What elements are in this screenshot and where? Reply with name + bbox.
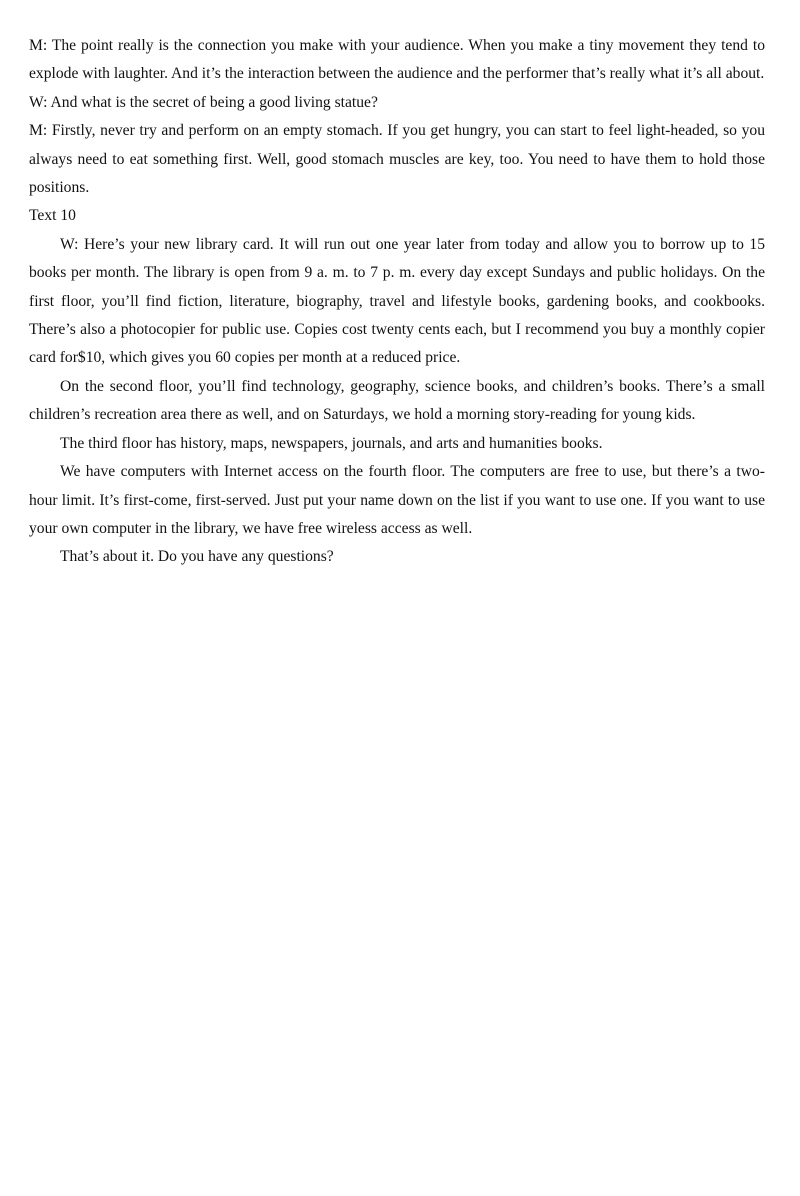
paragraph-closing-question: That’s about it. Do you have any questions? — [60, 548, 334, 566]
paragraph-fourth-floor: We have computers with Internet access on the fourth floor. The computers are free to use, but there’s a two-hour limit. It’s first-come, first-served. Just put your name down on the list if you want to use one. If you want to use your own computer in the library, we have free wireless access as well. — [29, 463, 765, 537]
document-page — [29, 32, 765, 572]
section-heading-text-10: Text 10 — [29, 207, 76, 225]
paragraph-m-firstly: M: Firstly, never try and perform on an empty stomach. If you get hungry, you can start to feel light-headed, so you always need to eat something first. Well, good stomach muscles are key, too. You need to have them to hold those positions. — [29, 122, 765, 197]
paragraph-w-library-card: W: Here’s your new library card. It will run out one year later from today and allow you to borrow up to 15 books per month. The library is open from 9 a. m. to 7 p. m. every day except Sundays and public holidays. On the first floor, you’ll find fiction, literature, biography, travel and lifestyle books, gardening books, and cookbooks. There’s also a photocopier for public use. Copies cost twenty cents each, but I recommend you buy a monthly copier card for$10, which gives you 60 copies per month at a reduced price. — [29, 235, 765, 367]
paragraph-m-connection: M: The point really is the connection you make with your audience. When you make a tiny movement they tend to explode with laughter. And it’s the interaction between the audience and the performer that’s really what it’s all about. — [29, 37, 765, 83]
paragraph-w-secret-question: W: And what is the secret of being a good living statue? — [29, 93, 378, 111]
paragraph-third-floor: The third floor has history, maps, newspapers, journals, and arts and humanities books. — [60, 434, 603, 452]
paragraph-second-floor: On the second floor, you’ll find technology, geography, science books, and children’s books. There’s a small children’s recreation area there as well, and on Saturdays, we hold a morning story-reading for young kids. — [29, 377, 765, 424]
